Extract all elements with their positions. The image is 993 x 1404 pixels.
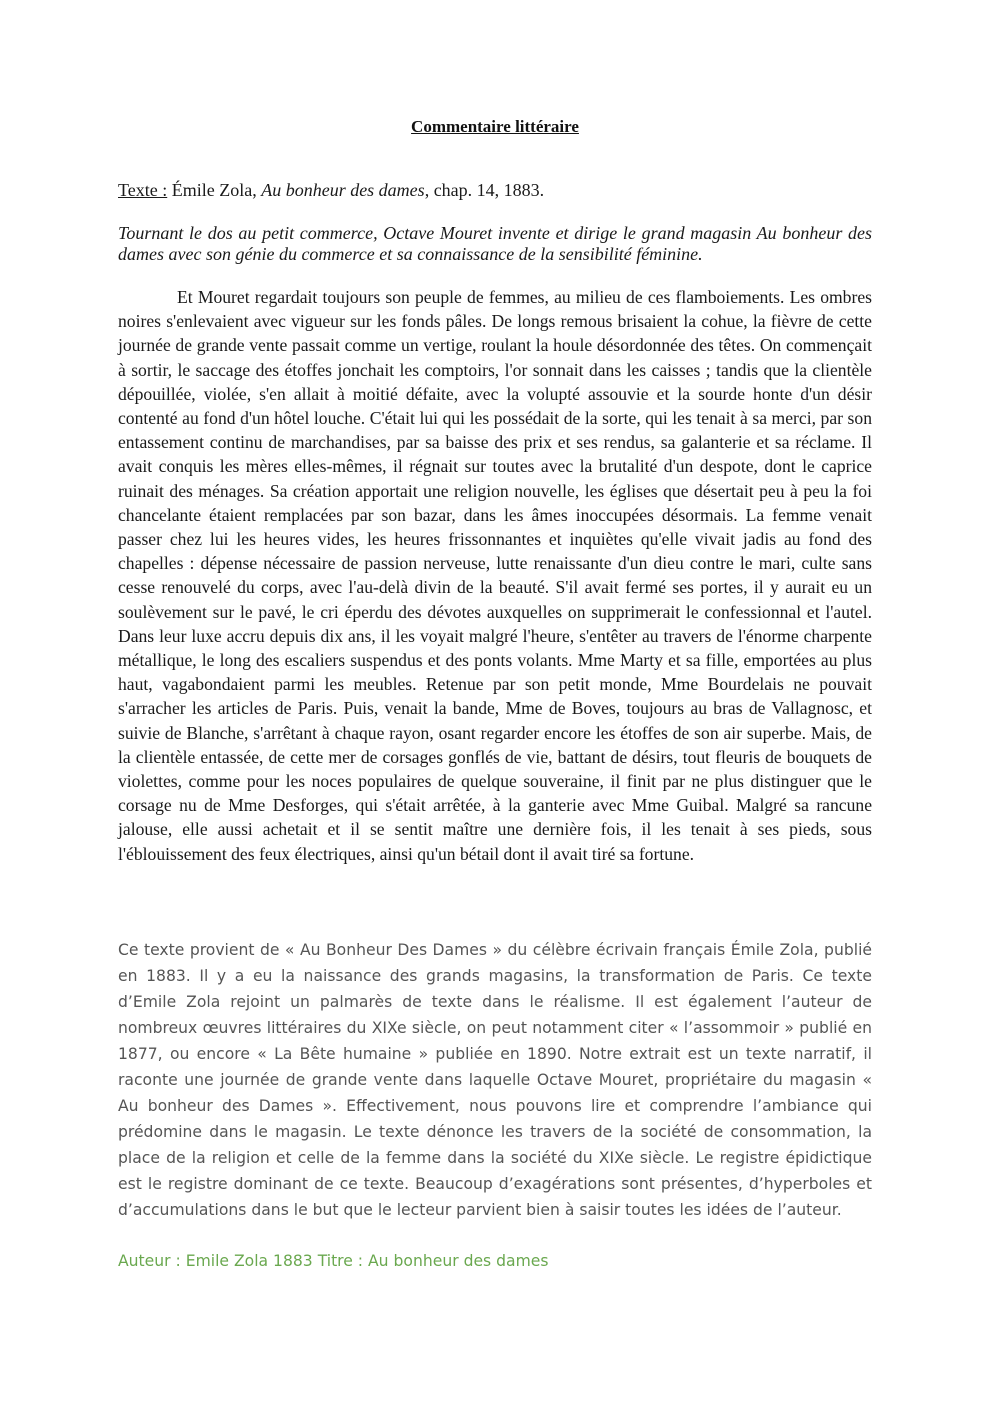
intro-paragraph: Tournant le dos au petit commerce, Octave Mouret invente et dirige le grand magasin Au bonheur des dames avec son génie du commerce et sa connaissance de la sensibilité féminine. bbox=[118, 223, 872, 264]
document-page bbox=[118, 0, 872, 1404]
commentary-paragraph: Ce texte provient de « Au Bonheur Des Dames » du célèbre écrivain français Émile Zola, publié en 1883. Il y a eu la naissance des grands magasins, la transformation de Paris. Ce texte d’Emile Zola rejoint un palmarès de texte dans le réalisme. Il est également l’auteur de nombreux œuvres littéraires du XIXe siècle, on peut notamment citer « l’assommoir » publié en 1877, ou encore « La Bête humaine » publiée en 1890. Notre extrait est un texte narratif, il raconte une journée de grande vente dans laquelle Octave Mouret, propriétaire du magasin « Au bonheur des Dames ». Effectivement, nous pouvons lire et comprendre l’ambiance qui prédomine dans le magasin. Le texte dénonce les travers de la société de consommation, la place de la religion et celle de la femme dans la société du XIXe siècle. Le registre épidictique est le registre dominant de ce texte. Beaucoup d’exagérations sont présentes, d’hyperboles et d’accumulations dans le but que le lecteur parvient bien à saisir toutes les idées de l’auteur. bbox=[118, 941, 872, 1219]
source-label: Texte : bbox=[118, 180, 168, 200]
source-reference bbox=[118, 180, 872, 201]
source-work-title: Au bonheur des dames bbox=[261, 180, 425, 200]
excerpt-paragraph: Et Mouret regardait toujours son peuple de femmes, au milieu de ces flamboiements. Les ombres noires s'enlevaient avec vigueur sur les fonds pâles. De longs remous brisaient la cohue, la fièvre de cette journée de grande vente passait comme un vertige, roulant la houle désordonnée des têtes. On commençait à sortir, le saccage des étoffes jonchait les comptoirs, l'or sonnait dans les caisses ; tandis que la clientèle dépouillée, violée, s'en allait à moitié défaite, avec la volupté assouvie et la sourde honte d'un désir contenté au fond d'un hôtel louche. C'était lui qui les possédait de la sorte, qui les tenait à sa merci, par son entassement continu de marchandises, par sa baisse des prix et ses rendus, sa galanterie et sa réclame. Il avait conquis les mères elles-mêmes, il régnait sur toutes avec la brutalité d'un despote, dont le caprice ruinait des ménages. Sa création apportait une religion nouvelle, les églises que désertait peu à peu la foi chancelante étaient remplacées par son bazar, dans les âmes inoccupées désormais. La femme venait passer chez lui les heures vides, les heures frissonnantes et inquiètes qu'elle vivait jadis au fond des chapelles : dépense nécessaire de passion nerveuse, lutte renaissante d'un dieu contre le mari, culte sans cesse renouvelé du corps, avec l'au-delà divin de la beauté. S'il avait fermé ses portes, il y aurait eu un soulèvement sur le pavé, le cri éperdu des dévotes auxquelles on supprimerait le confessionnal et l'autel. Dans leur luxe accru depuis dix ans, il les voyait malgré l'heure, s'entêter au travers de l'énorme charpente métallique, le long des escaliers suspendus et des ponts volants. Mme Marty et sa fille, emportées au plus haut, vagabondaient parmi les meubles. Retenue par son petit monde, Mme Bourdelais ne pouvait s'arracher les articles de Paris. Puis, venait la bande, Mme de Boves, toujours au bras de Vallagnosc, et suivie de Blanche, s'arrêtant à chaque rayon, osant regarder encore les étoffes de son air superbe. Mais, de la clientèle entassée, de cette mer de corsages gonflés de vie, battant de désirs, tout fleuris de bouquets de violettes, comme pour les noces populaires de quelque souveraine, il finit par ne plus distinguer que le corsage nu de Mme Desforges, qui s'était arrêtée, à la ganterie avec Mme Guibal. Malgré sa rancune jalouse, elle aussi achetait et il se sentit maître une dernière fois, il les tenait à ses pieds, sous l'éblouissement des feux électriques, ainsi qu'un bétail dont il avait tiré sa fortune. bbox=[118, 287, 872, 864]
document-title: Commentaire littéraire bbox=[411, 117, 579, 136]
source-details: , chap. 14, 1883. bbox=[424, 180, 545, 200]
footer-note: Auteur : Emile Zola 1883 Titre : Au bonheur des dames bbox=[118, 1252, 549, 1270]
source-author: Émile Zola, bbox=[167, 180, 262, 200]
